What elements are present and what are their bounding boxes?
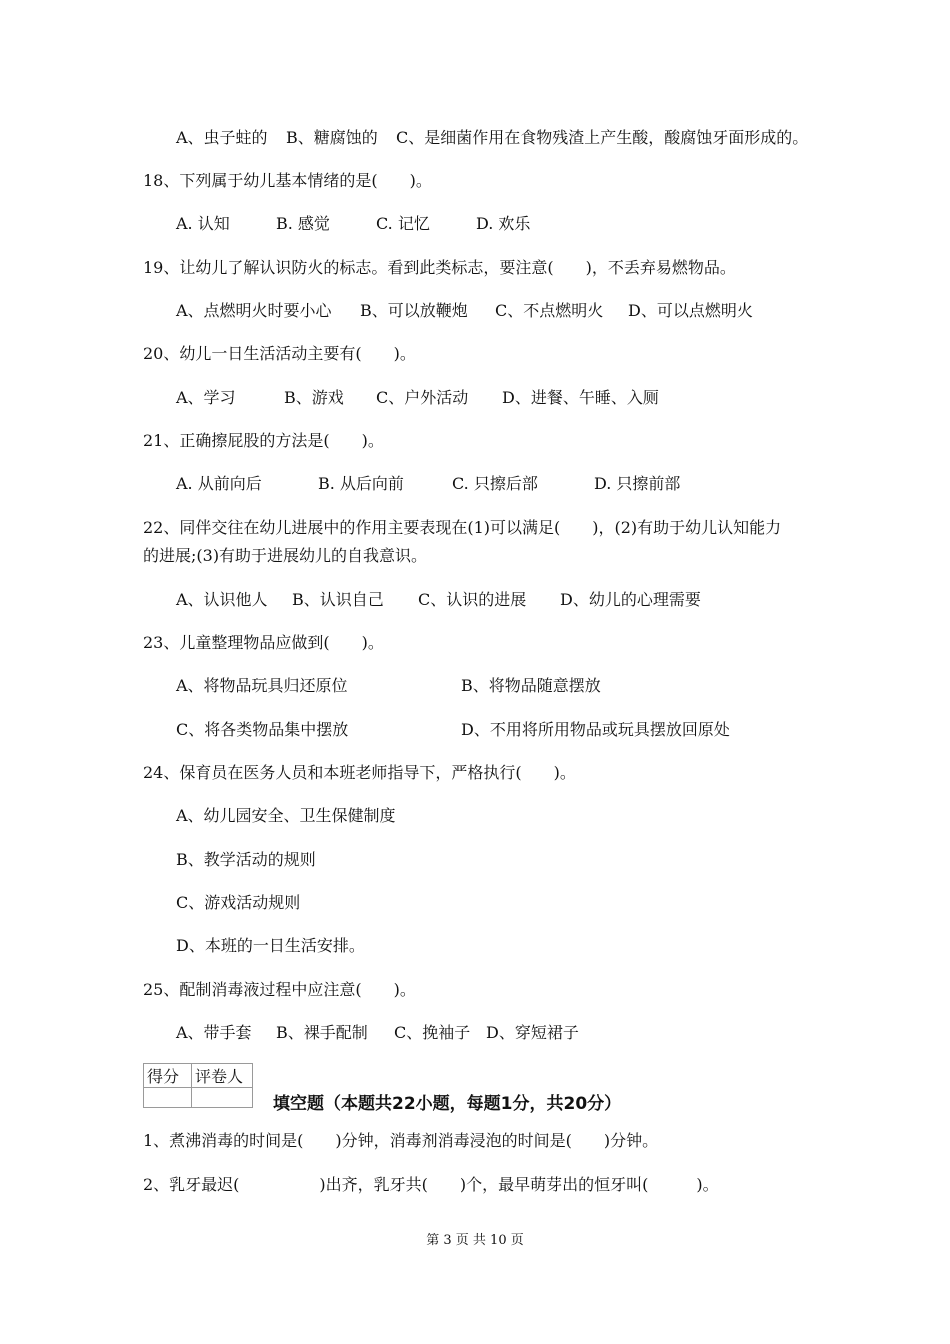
q20-option-a: A、学习 xyxy=(176,388,236,407)
q25-stem: 25、配制消毒液过程中应注意( )。 xyxy=(143,980,416,999)
q23-option-c: C、将各类物品集中摆放 xyxy=(176,720,349,739)
q25-option-a: A、带手套 xyxy=(176,1023,252,1042)
q20-stem: 20、幼儿一日生活活动主要有( )。 xyxy=(143,344,416,363)
score-cell xyxy=(144,1088,192,1108)
fill-q2: 2、乳牙最迟( )出齐，乳牙共( )个，最早萌芽出的恒牙叫( )。 xyxy=(143,1175,719,1194)
q19-option-c: C、不点燃明火 xyxy=(495,301,604,320)
q24-option-a: A、幼儿园安全、卫生保健制度 xyxy=(176,806,396,825)
q20-option-b: B、游戏 xyxy=(284,388,344,407)
q22-stem-line2: 的进展;(3)有助于进展幼儿的自我意识。 xyxy=(143,546,428,565)
q18-option-a: A. 认知 xyxy=(176,214,230,233)
q22-option-d: D、幼儿的心理需要 xyxy=(560,590,701,609)
q18-option-d: D. 欢乐 xyxy=(476,214,531,233)
q20-option-c: C、户外活动 xyxy=(376,388,469,407)
q20-option-d: D、进餐、午睡、入厕 xyxy=(502,388,659,407)
q18-options xyxy=(176,214,530,234)
q19-option-b: B、可以放鞭炮 xyxy=(360,301,468,320)
q21-options xyxy=(176,474,680,494)
q25-option-c: C、挽袖子 xyxy=(394,1023,471,1042)
q19-option-d: D、可以点燃明火 xyxy=(628,301,753,320)
fill-q1: 1、煮沸消毒的时间是( )分钟，消毒剂消毒浸泡的时间是( )分钟。 xyxy=(143,1131,659,1150)
q24-option-d: D、本班的一日生活安排。 xyxy=(176,936,365,955)
q24-stem: 24、保育员在医务人员和本班老师指导下，严格执行( )。 xyxy=(143,763,576,782)
q20-options xyxy=(176,388,659,408)
q19-stem: 19、让幼儿了解认识防火的标志。看到此类标志，要注意( )，不丢弃易燃物品。 xyxy=(143,258,736,277)
q24-option-b: B、教学活动的规则 xyxy=(176,850,316,869)
q25-option-d: D、穿短裙子 xyxy=(486,1023,579,1042)
q21-stem: 21、正确擦屁股的方法是( )。 xyxy=(143,431,384,450)
q17-option-b: B、糖腐蚀的 xyxy=(286,128,378,147)
q21-option-b: B. 从后向前 xyxy=(318,474,404,493)
page-number: 第 3 页 共 10 页 xyxy=(426,1233,524,1248)
score-box xyxy=(143,1063,253,1108)
q21-option-d: D. 只擦前部 xyxy=(594,474,681,493)
q17-options xyxy=(176,128,808,148)
q18-option-c: C. 记忆 xyxy=(376,214,430,233)
q22-option-b: B、认识自己 xyxy=(292,590,384,609)
score-label: 得分 xyxy=(144,1064,192,1088)
section-title: 填空题（本题共22小题，每题1分，共20分） xyxy=(273,1094,622,1114)
grader-cell xyxy=(192,1088,253,1108)
q23-option-b: B、将物品随意摆放 xyxy=(461,676,601,695)
q18-stem: 18、下列属于幼儿基本情绪的是( )。 xyxy=(143,171,432,190)
q25-options xyxy=(176,1023,579,1043)
q18-option-b: B. 感觉 xyxy=(276,214,330,233)
q21-option-c: C. 只擦后部 xyxy=(452,474,538,493)
q25-option-b: B、裸手配制 xyxy=(276,1023,368,1042)
q23-stem: 23、儿童整理物品应做到( )。 xyxy=(143,633,384,652)
q17-option-c: C、是细菌作用在食物残渣上产生酸，酸腐蚀牙面形成的。 xyxy=(396,128,809,147)
q23-option-d: D、不用将所用物品或玩具摆放回原处 xyxy=(461,720,730,739)
q19-options xyxy=(176,301,753,321)
q17-option-a: A、虫子蛀的 xyxy=(176,128,268,147)
q24-option-c: C、游戏活动规则 xyxy=(176,893,301,912)
q21-option-a: A. 从前向后 xyxy=(176,474,262,493)
q22-option-c: C、认识的进展 xyxy=(418,590,527,609)
q19-option-a: A、点燃明火时要小心 xyxy=(176,301,332,320)
q22-option-a: A、认识他人 xyxy=(176,590,268,609)
q22-options xyxy=(176,590,701,610)
q23-option-a: A、将物品玩具归还原位 xyxy=(176,676,348,695)
q22-stem-line1: 22、同伴交往在幼儿进展中的作用主要表现在(1)可以满足( )，(2)有助于幼儿认知能力 xyxy=(143,518,782,537)
grader-label: 评卷人 xyxy=(192,1064,253,1088)
